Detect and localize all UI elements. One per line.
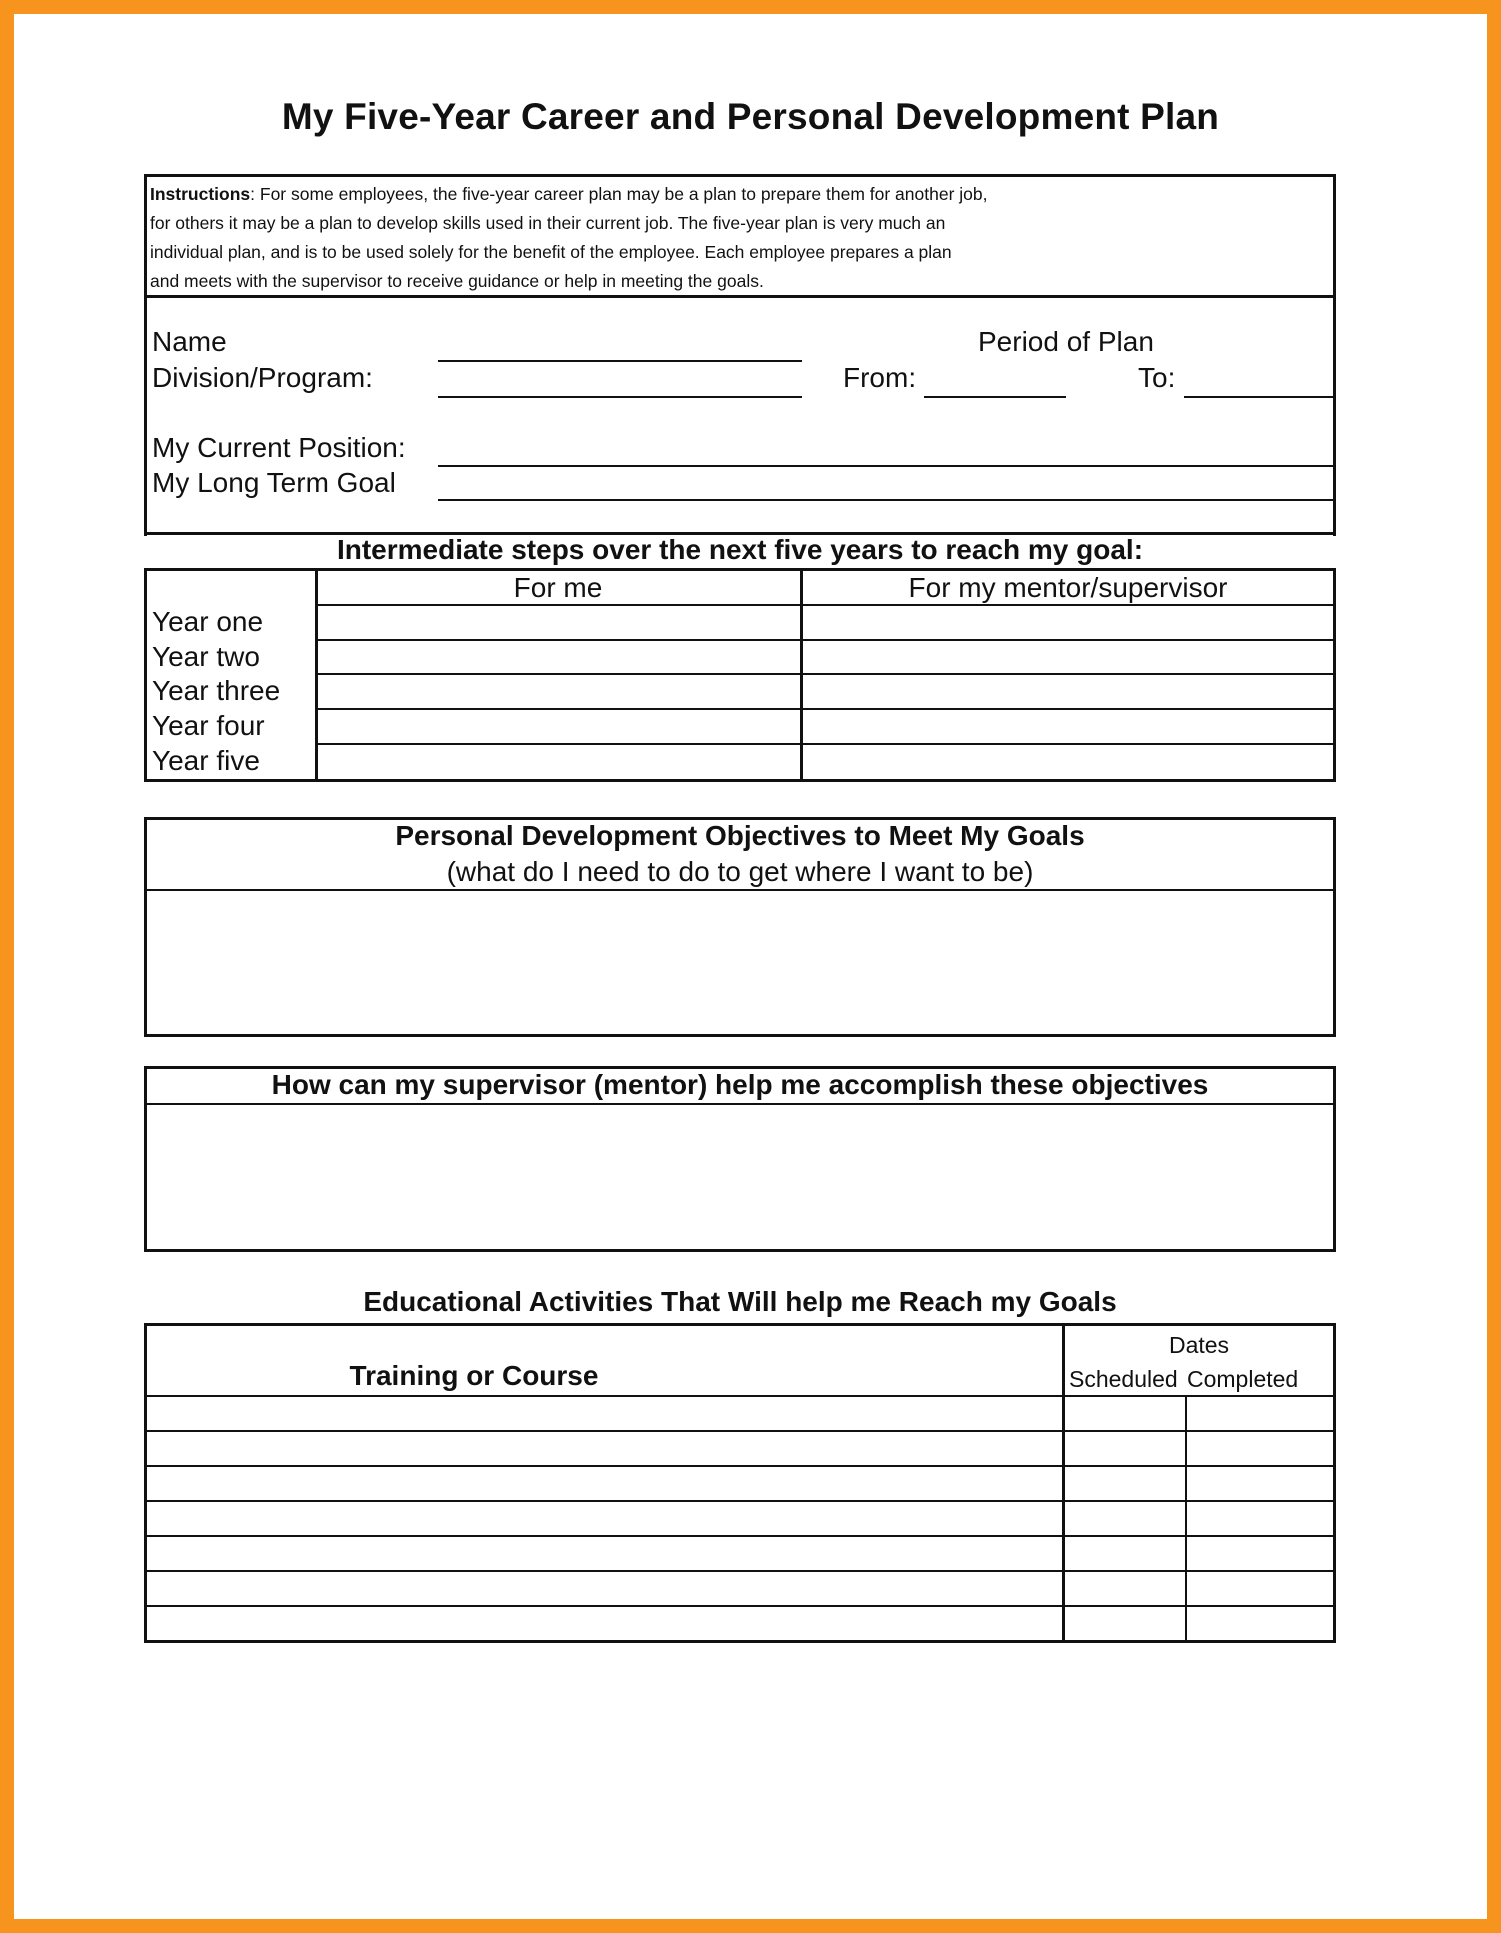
col-for-mentor: For my mentor/supervisor xyxy=(908,572,1228,603)
period-of-plan-label: Period of Plan xyxy=(978,326,1154,357)
info-left-border xyxy=(144,296,147,536)
year-one-label: Year one xyxy=(152,606,264,637)
education-row-line-2 xyxy=(146,1465,1334,1467)
col-completed: Completed xyxy=(1187,1366,1299,1392)
education-col-divider xyxy=(1062,1323,1065,1643)
col-dates: Dates xyxy=(1168,1332,1230,1358)
steps-heading: Intermediate steps over the next five years to reach my goal: xyxy=(336,534,1144,565)
name-label: Name xyxy=(152,326,227,357)
col-scheduled: Scheduled xyxy=(1069,1366,1178,1392)
education-heading: Educational Activities That Will help me Reach my Goals xyxy=(363,1286,1117,1317)
supervisor-input-area[interactable] xyxy=(147,1105,1333,1249)
education-header-line xyxy=(146,1395,1334,1397)
from-label: From: xyxy=(843,362,917,393)
steps-header-line xyxy=(316,604,1334,606)
steps-row-line-2 xyxy=(316,673,1334,675)
steps-row-line-1 xyxy=(316,639,1334,641)
current-position-field[interactable] xyxy=(438,465,1334,467)
education-row-line-1 xyxy=(146,1430,1334,1432)
division-field[interactable] xyxy=(438,396,802,398)
year-three-label: Year three xyxy=(152,675,281,706)
year-five-label: Year five xyxy=(152,745,260,776)
col-for-me: For me xyxy=(513,572,603,603)
division-label: Division/Program: xyxy=(152,362,373,393)
instructions-line-2: for others it may be a plan to develop skills used in their current job. The five-year plan is very much an xyxy=(150,213,946,233)
steps-row-line-4 xyxy=(316,743,1334,745)
steps-row-line-3 xyxy=(316,708,1334,710)
instructions-label: Instructions xyxy=(150,184,251,204)
year-four-label: Year four xyxy=(152,710,265,741)
to-field[interactable] xyxy=(1184,396,1334,398)
instructions-text xyxy=(150,180,1100,296)
education-row-line-4 xyxy=(146,1535,1334,1537)
education-row-line-6 xyxy=(146,1605,1334,1607)
long-term-goal-field[interactable] xyxy=(438,499,1334,501)
current-position-label: My Current Position: xyxy=(152,432,406,463)
year-two-label: Year two xyxy=(152,641,260,672)
education-row-line-5 xyxy=(146,1570,1334,1572)
from-field[interactable] xyxy=(924,396,1066,398)
page-title: My Five-Year Career and Personal Development Plan xyxy=(281,96,1220,137)
objectives-subheading: (what do I need to do to get where I want to be) xyxy=(446,856,1034,887)
objectives-input-area[interactable] xyxy=(147,891,1333,1034)
objectives-heading: Personal Development Objectives to Meet My Goals xyxy=(395,820,1085,851)
name-field[interactable] xyxy=(438,360,802,362)
instructions-line-4: and meets with the supervisor to receive guidance or help in meeting the goals. xyxy=(150,271,764,291)
instructions-line-3: individual plan, and is to be used solely for the benefit of the employee. Each employee prepares a plan xyxy=(150,242,952,262)
to-label: To: xyxy=(1138,362,1176,393)
supervisor-heading: How can my supervisor (mentor) help me accomplish these objectives xyxy=(271,1069,1209,1100)
long-term-goal-label: My Long Term Goal xyxy=(152,467,396,498)
instructions-line-1: : For some employees, the five-year career plan may be a plan to prepare them for another job, xyxy=(250,184,988,204)
education-row-line-3 xyxy=(146,1500,1334,1502)
col-training-course: Training or Course xyxy=(349,1360,599,1391)
